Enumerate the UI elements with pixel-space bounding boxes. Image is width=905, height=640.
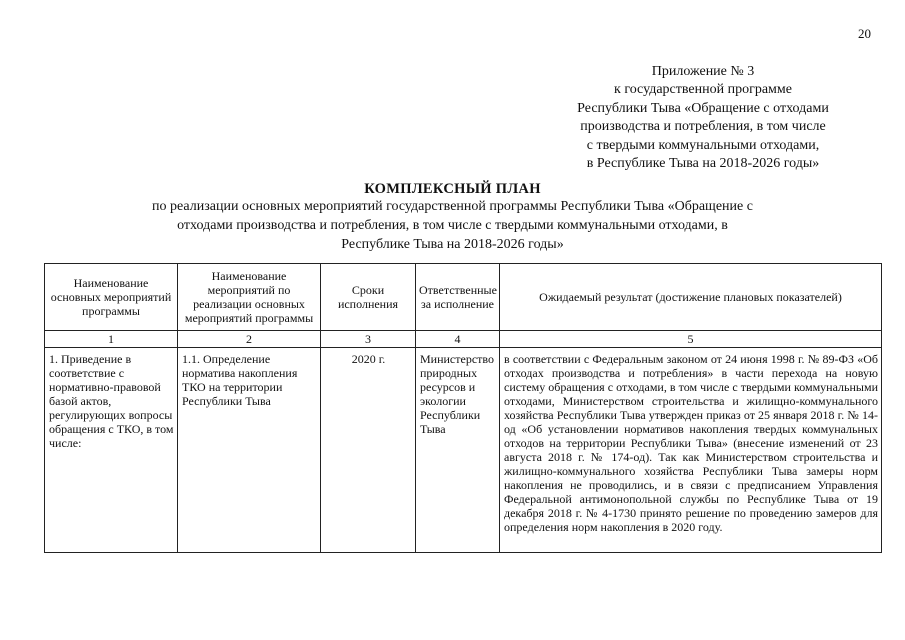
appendix-line: Республики Тыва «Обращение с отходами [577,100,829,116]
column-number: 1 [45,331,178,348]
page-number: 20 [858,26,871,41]
cell-responsible: Министерство природных ресурсов и экологии Республики Тыва [416,348,500,553]
table-row [45,348,882,553]
header-result: Ожидаемый результат (достижение плановых показателей) [500,264,882,331]
document-title: КОМПЛЕКСНЫЙ ПЛАН [364,181,541,197]
column-number: 3 [321,331,416,348]
cell-sub-activity: 1.1. Определение норматива накопления ТКО на территории Республики Тыва [178,348,321,553]
cell-deadline: 2020 г. [321,348,416,553]
appendix-line: производства и потребления, в том числе [580,119,826,135]
table-header-row [45,264,882,331]
appendix-line: в Республике Тыва на 2018-2026 годы» [586,156,820,172]
appendix-note [543,63,863,173]
column-number-row [45,331,882,348]
header-responsible: Ответственные за исполнение [416,264,500,331]
cell-main-activity: 1. Приведение в соответствие с нормативно-правовой базой актов, регулирующих вопросы обращения с ТКО, в том числе: [45,348,178,553]
appendix-line: Приложение № 3 [651,64,755,79]
appendix-line: с твердыми коммунальными отходами, [586,137,820,153]
column-number: 2 [178,331,321,348]
cell-result: в соответствии с Федеральным законом от 24 июня 1998 г. № 89-ФЗ «Об отходах производства и потребления» в части перехода на новую систему обращения с отходами, в том числе с твердыми коммунальными отходами, Министерством строительства и жилищно-коммунального хозяйства Республики Тыва утвержден приказ от 25 января 2018 г. № 14-од «Об установлении нормативов накопления твердых коммунальных отходов на территории Республики Тыва» (внесение изменений от 23 августа 2018 г. № 174-од). Так как Министерством строительства и жилищно-коммунального хозяйства Республики Тыва замеры норм накопления не проводились, и в связи с предписанием Управления Федеральной антимонопольной службы по Республике Тыва от 19 декабря 2018 г. № 4-1730 принято решение по проведению замеров для определения норм накопления в 2020 году. [500,348,882,553]
header-deadline: Сроки исполнения [321,264,416,331]
header-main-activity: Наименование основных мероприятий программы [45,264,178,331]
plan-table [44,263,882,553]
document-subtitle: по реализации основных мероприятий государственной программы Республики Тыва «Обращение с отходами производства и потребления, в том числе с твердыми коммунальными отходами, в Республике Тыва на 2018-2026 годы» [152,199,753,252]
header-sub-activity: Наименование мероприятий по реализации основных мероприятий программы [178,264,321,331]
column-number: 4 [416,331,500,348]
column-number: 5 [500,331,882,348]
appendix-line: к государственной программе [614,82,792,98]
